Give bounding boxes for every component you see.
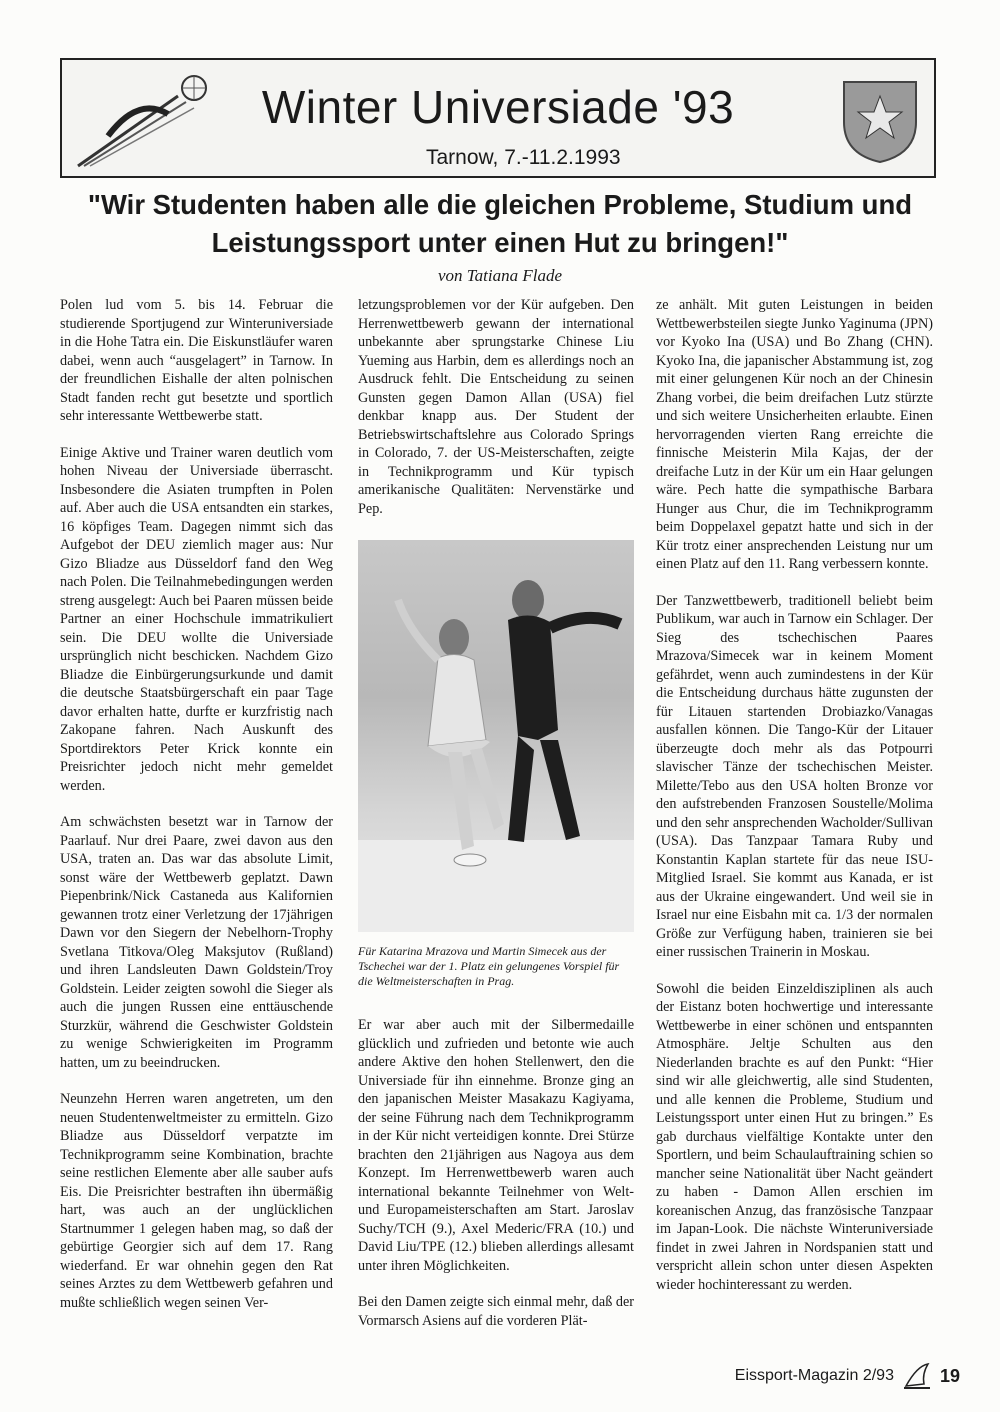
paragraph: Bei den Damen zeigte sich einmal mehr, daß der Vormarsch Asiens auf die vorderen Plät- bbox=[358, 1294, 634, 1329]
paragraph: Am schwächsten besetzt war in Tarnow der Paarlauf. Nur drei Paare, zwei davon aus den USA, traten an. Das war das absolute Limit, sonst wäre der Wettbewerb geplatzt. Dawn Piepenbrink/Nick Castaneda aus Kalifornien gewannen trotz einer Verletzung der 17jährigen Dawn vor den Siegern der Nebelhorn-Trophy Svetlana Titkova/Oleg Maksjutov (Rußland) und ihren Landsleuten Dawn Goldstein/Troy Goldstein. Leider zeigten sowohl die Sieger als auch die jungen Russen eine enttäuschende Sturzkür, während die Geschwister Goldstein zu wenige Schwierigkeiten im Programm hatten, um zu beeindrucken. bbox=[60, 814, 333, 1071]
photo-caption: Für Katarina Mrazova und Martin Simecek aus der Tschechei war der 1. Platz ein gelungenes Vorspiel für die Weltmeisterschaften in Prag. bbox=[358, 944, 620, 988]
paragraph: ze anhält. Mit guten Leistungen in beiden Wettbewerbsteilen siegte Junko Yaginuma (JPN) vor Kyoko Ina (USA) und Bo Zhang (CHN). Kyoko Ina, die japanischer Abstammung ist, zog mit einer gelungenen Kür noch an der Chinesin Zhang vorbei, die beim dreifachen Lutz stürzte und sich weitere Unsicherheiten erlaubte. Einen hervorragenden vierten Rang erreichte die finnische Meisterin Mila Kajas, der der dreifache Lutz in der Kür um ein Haar gelungen wäre. Pech hatte die sympathische Barbara Hunger aus Chur, die im Technikprogramm beim Doppelaxel gepatzt hatte und sich in der Kür trotz einer ansprechenden Leistung nur um einen Platz auf den 11. Rang verbessern konnte. bbox=[656, 297, 933, 572]
paragraph: Neunzehn Herren waren angetreten, um den neuen Studentenweltmeister zu ermitteln. Gizo Bliadze aus Düsseldorf verpatzte im Technikprogramm seine Kombination, brachte seine restlichen Elemente aber alle sauber aufs Eis. Die Preisrichter bestraften ihn übermäßig hart, was auch an der unglücklichen Startnummer 1 gelegen haben mag, so daß der gebürtige Georgier sich auf dem 17. Rang wiederfand. Er war ohnehin gegen den Rat seines Arztes zu dem Wettbewerb gefahren und mußte schließlich wegen seinen Ver- bbox=[60, 1091, 333, 1311]
header-box bbox=[60, 58, 936, 178]
column-3 bbox=[656, 296, 933, 1312]
paragraph: Sowohl die beiden Einzeldisziplinen als auch der Eistanz boten hochwertige und interessante Wettbewerbe in einer schönen und entspannten Atmosphäre. Jeltje Schulten aus den Niederlanden brachte es auf den Punkt: “Hier sind wir alle gleichwertig, alle sind Studenten, und alle kennen die Probleme, Studium und Leistungssport unter einen Hut zu bringen.” Es gab durchaus vielfältige Kontakte unter den Sportlern, und beim Schaulauftraining schien so mancher seine Nationalität über Nacht geändert zu haben - Damon Allen erschien im koreanischen Anzug, das französische Tanzpaar im Japan-Look. Die nächste Winteruniversiade findet in zwei Jahren in Nordspanien statt und verspricht allein schon unter diesen Aspekten wieder hochinteressant zu werden. bbox=[656, 980, 933, 1293]
ice-dancers-image bbox=[358, 540, 634, 932]
skater-logo-icon bbox=[902, 1362, 932, 1390]
column-2-bottom bbox=[358, 1016, 634, 1348]
column-1 bbox=[60, 296, 333, 1330]
page-title: Winter Universiade '93 bbox=[261, 81, 735, 133]
column-2-top bbox=[358, 296, 634, 536]
paragraph: letzungsproblemen vor der Kür aufgeben. Den Herrenwettbewerb gewann der international unbekannte aber sprungstarke Chinese Liu Yueming aus Harbin, dem es allerdings noch an Ausdruck fehlt. Die Entscheidung zu seinen Gunsten gegen Damon Allan (USA) fiel denkbar knapp aus. Der Student der Betriebswirtschaftslehre aus Colorado Springs in Colorado, 7. der US-Meisterschaften, zeigte in Technikprogramm und Kür typisch amerikanische Qualitäten: Nervenstärke und Pep. bbox=[358, 297, 634, 517]
page-footer bbox=[735, 1362, 960, 1390]
byline: von Tatiana Flade bbox=[437, 266, 563, 285]
magazine-name: Eissport-Magazin 2/93 bbox=[734, 1367, 894, 1384]
page-number: 19 bbox=[939, 1365, 960, 1386]
paragraph: Polen lud vom 5. bis 14. Februar die studierende Sportjugend zur Winteruniversiade in die Hohe Tatra ein. Die Eiskunstläufer waren dabei, wenn auch “ausgelagert” in Tarnow. In der freundlichen Eishalle der alten polnischen Stadt fanden recht gut besetzte und sportlich sehr interessante Wettbewerbe statt. bbox=[60, 297, 333, 424]
article-headline: "Wir Studenten haben alle die gleichen Probleme, Studium und Leistungssport unter einen Hut zu bringen!" bbox=[87, 189, 913, 258]
paragraph: Einige Aktive und Trainer waren deutlich vom hohen Niveau der Universiade überrascht. Insbesondere die Asiaten trumpften in Polen auf. Aber auch die USA entsandten ein starkes, 16 köpfiges Team. Dagegen nimmt sich das Aufgebot der DEU ziemlich mager aus: Nur Gizo Bliadze aus Düsseldorf fand den Weg nach Polen. Die Teilnahmebedingungen werden streng ausgelegt: Auch bei Paaren müssen beide Partner an einer Hochschule immatrikuliert sein. Die DEU wollte die Universiade ursprünglich nicht beschicken. Nachdem Gizo Bliadze die Einbürgerungsurkunde und damit die deutsche Staatsbürgerschaft ein paar Tage davor erhalten hatte, durfte er kurzfristig nach Zakopane fahren. Nach Auskunft des Sportdirektors Peter Krick konnte ein Preisrichter jedoch nicht mehr gemeldet werden. bbox=[60, 444, 333, 794]
ice-dance-photo bbox=[358, 540, 634, 932]
paragraph: Er war aber auch mit der Silbermedaille glücklich und zufrieden und betonte wie auch andere Aktive den hohen Stellenwert, den die Universiade für ihn einnehme. Bronze ging an den japanischen Meister Masakazu Kagiyama, der seine Führung nach dem Technikprogramm in der Kür nicht verteidigen konnte. Drei Stürze brachten den 21jährigen aus Nagoya aus dem Konzept. Im Herrenwettbewerb waren auch international bekannte Teilnehmer von Welt- und Europameisterschaften am Start. Jaroslav Suchy/TCH (9.), Axel Mederic/FRA (10.) und David Liu/TPE (12.) blieben allerdings allesamt unter ihren Möglichkeiten. bbox=[358, 1017, 634, 1274]
paragraph: Der Tanzwettbewerb, traditionell beliebt beim Publikum, war auch in Tarnow ein Schlager. Der Sieg des tschechischen Paares Mrazova/Simecek war in keinem Moment gefährdet, wenn auch zumindestens in der Kür die Entscheidung durchaus hätte zugunsten der für Litauen startenden Drobiazko/Vanagas ausfallen können. Die Tango-Kür der Litauer überzeugte doch mehr als das Potpourri slavischer Tänze der tschechischen Meister. Milette/Tebo aus den USA holten Bronze vor den aufstrebenden Franzosen Soustelle/Molima und den sehr ansprechenden Wacholder/Sullivan (USA). Das Tanzpaar Tamara Ruby und Konstantin Kaplan startete für das neue ISU-Mitglied Israel. Sie kommt aus Kanada, er ist aus der Ukraine eingewandert. Und weil sie in Israel nur eine Eisbahn mit ca. 1/3 der normalen Größe zur Verfügung haben, trainieren sie bei einer russischen Trainerin in Moskau. bbox=[656, 592, 933, 960]
event-location-date: Tarnow, 7.-11.2.1993 bbox=[426, 146, 621, 169]
tarnow-crest-icon bbox=[834, 72, 926, 164]
